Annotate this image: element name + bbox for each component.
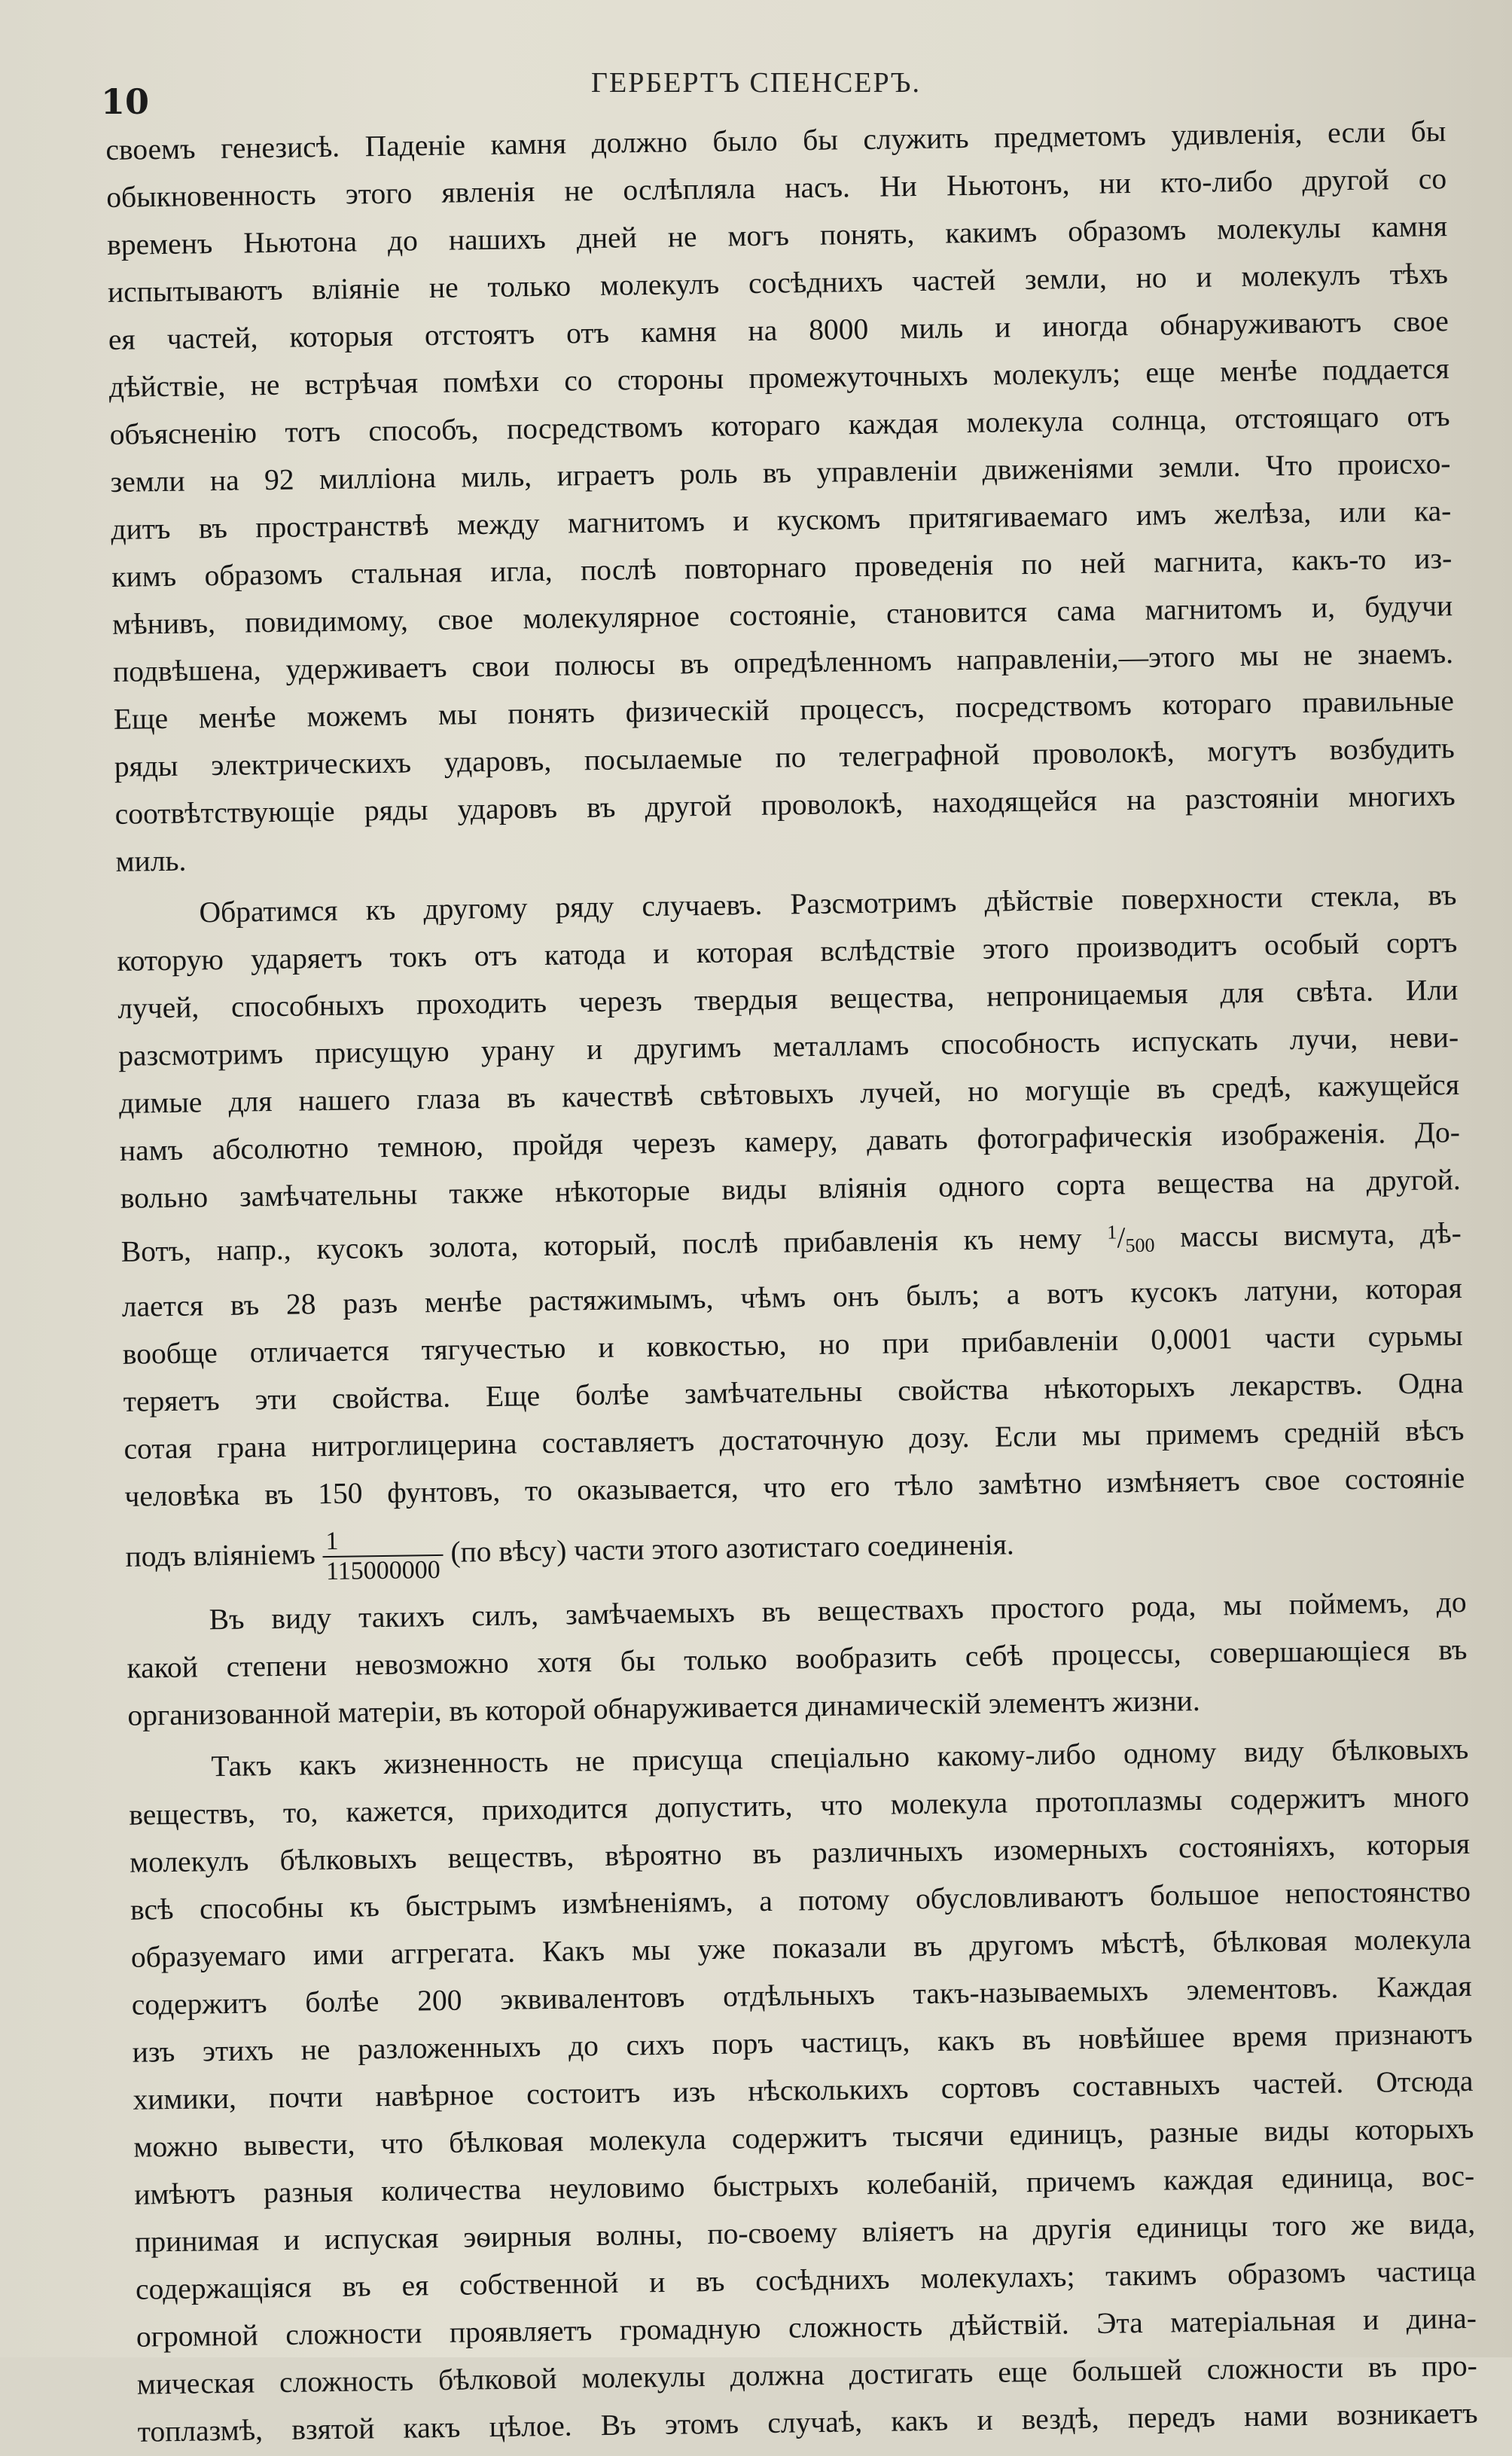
text-segment: Вотъ, напр., кусокъ золота, который, послѣ прибавленія къ нему	[120, 1222, 1082, 1268]
text-line: своемъ генезисѣ. Паденіе камня должно было бы служить предметомъ удивленія, если бы	[105, 114, 1446, 166]
text-line: мическая сложность бѣлковой молекулы должна достигать еще большей сложности въ про-	[136, 2348, 1477, 2401]
text-line: изъ этихъ не разложенныхъ до сихъ поръ частицъ, какъ въ новѣйшее время признаютъ	[132, 2016, 1473, 2069]
text-segment: (по вѣсу) части этого азотистаго соединенія.	[450, 1527, 1014, 1569]
text-line: лается въ 28 разъ менѣе растяжимымъ, чѣмъ онъ былъ; а вотъ кусокъ латуни, которая	[121, 1271, 1463, 1323]
text-line: дитъ въ пространствѣ между магнитомъ и кускомъ притягиваемаго имъ желѣза, или ка-	[111, 494, 1452, 546]
text-segment: подъ вліяніемъ	[125, 1537, 316, 1573]
text-line: испытываютъ вліяніе не только молекулъ сосѣднихъ частей земли, но и молекулъ тѣхъ	[107, 257, 1449, 309]
text-line: Въ виду такихъ силъ, замѣчаемыхъ въ веществахъ простого рода, мы поймемъ, до	[209, 1585, 1467, 1637]
text-line: принимая и испуская эѳирныя волны, по-своему вліяетъ на другія единицы того же вида,	[134, 2206, 1476, 2259]
text-line: топлазмѣ, взятой какъ цѣлое. Въ этомъ случаѣ, какъ и вездѣ, передъ нами возникаетъ	[137, 2396, 1478, 2448]
text-line: всѣ способны къ быстрымъ измѣненіямъ, а потому обусловливаютъ большое непостоянство	[130, 1874, 1471, 1927]
text-line: огромной сложности проявляетъ громадную сложность дѣйствій. Эта матеріальная и дина-	[136, 2301, 1477, 2354]
text-line: объясненію тотъ способъ, посредствомъ котораго каждая молекула солнца, отстоящаго отъ	[109, 399, 1450, 451]
running-head: ГЕРБЕРТЪ СПЕНСЕРЪ.	[591, 67, 921, 99]
text-line: какой степени невозможно хотя бы только вообразить себѣ процессы, совершающіеся въ	[127, 1632, 1468, 1685]
paragraph-4	[128, 1725, 1478, 2456]
text-line: Такъ какъ жизненность не присуща спеціально какому-либо одному виду бѣлковыхъ	[211, 1731, 1469, 1783]
text-line: кимъ образомъ стальная игла, послѣ повторнаго проведенія по ней магнита, какъ-то из-	[111, 542, 1453, 593]
text-line: организованной матеріи, въ которой обнаруживается динамическій элементъ жизни.	[127, 1683, 1200, 1732]
text-line: ея частей, которыя отстоятъ отъ камня на 8000 миль и иногда обнаруживаютъ свое	[108, 304, 1450, 356]
text-line: Обратимся къ другому ряду случаевъ. Разсмотримъ дѣйствіе поверхности стекла, въ	[199, 878, 1457, 929]
text-line: временъ Ньютона до нашихъ дней не могъ понять, какимъ образомъ молекулы камня	[106, 209, 1448, 261]
text-segment: массы висмута, дѣ-	[1179, 1216, 1462, 1254]
text-line: сотая грана нитроглицерина составляетъ достаточную дозу. Если мы примемъ средній вѣсъ	[123, 1413, 1465, 1466]
body-text	[105, 108, 1478, 2456]
text-line: теряетъ эти свойства. Еще болѣе замѣчательны свойства нѣкоторыхъ лекарствъ. Одна	[123, 1365, 1464, 1418]
text-line: земли на 92 милліона миль, играетъ роль въ управленіи движеніями земли. Что происхо-	[110, 447, 1451, 499]
paragraph-1	[105, 108, 1456, 886]
fraction-numerator: 1	[1107, 1221, 1117, 1243]
text-line: образуемаго ими аггрегата. Какъ мы уже показали въ другомъ мѣстѣ, бѣлковая молекула	[130, 1921, 1472, 1974]
text-line: вольно замѣчательны также нѣкоторые виды вліянія одного сорта вещества на другой.	[120, 1163, 1462, 1215]
fraction-denominator: 500	[1125, 1234, 1155, 1257]
page-number: 10	[101, 81, 150, 122]
text-line: мѣнивъ, повидимому, свое молекулярное состояніе, становится сама магнитомъ и, будучи	[111, 589, 1453, 641]
text-line: подвѣшена, удерживаетъ свои полюсы въ опредѣленномъ направленіи,—этого мы не знаемъ.	[112, 636, 1454, 688]
fraction-denominator: 115000000	[325, 1555, 441, 1586]
text-line: химики, почти навѣрное состоитъ изъ нѣсколькихъ сортовъ составныхъ частей. Отсюда	[133, 2064, 1474, 2116]
text-line: можно вывести, что бѣлковая молекула содержитъ тысячи единицъ, разные виды которыхъ	[133, 2111, 1474, 2164]
fraction-numerator: 1	[322, 1526, 443, 1558]
text-line: вообще отличается тягучестью и ковкостью, но при прибавленіи 0,0001 части сурьмы	[122, 1318, 1463, 1371]
text-line: которую ударяетъ токъ отъ катода и которая вслѣдствіе этого производитъ особый сортъ	[117, 926, 1458, 978]
text-line: лучей, способныхъ проходить черезъ твердыя вещества, непроницаемыя для свѣта. Или	[117, 973, 1459, 1025]
paragraph-2	[116, 871, 1466, 1593]
text-line: разсмотримъ присущую урану и другимъ металламъ способность испускать лучи, неви-	[117, 1021, 1459, 1072]
fraction	[322, 1526, 444, 1586]
text-line: имѣютъ разныя количества неуловимо быстрыхъ колебаній, причемъ каждая единица, вос-	[134, 2159, 1475, 2211]
text-line: молекулъ бѣлковыхъ веществъ, вѣроятно въ различныхъ изомерныхъ состояніяхъ, которыя	[129, 1826, 1471, 1879]
text-line: веществъ, то, кажется, приходится допустить, что молекула протоплазмы содержитъ много	[128, 1779, 1470, 1832]
text-line: содержитъ болѣе 200 эквивалентовъ отдѣльныхъ такъ-называемыхъ элементовъ. Каждая	[131, 1969, 1472, 2021]
text-line: ряды электрическихъ ударовъ, посылаемые по телеграфной проволокѣ, могутъ возбудить	[114, 731, 1456, 783]
text-line: содержащіяся въ ея собственной и въ сосѣднихъ молекулахъ; такимъ образомъ частица	[135, 2253, 1477, 2306]
text-line: миль.	[115, 844, 187, 878]
text-line: Еще менѣе можемъ мы понять физическій процессъ, посредствомъ котораго правильные	[113, 684, 1455, 736]
text-line-with-fraction: Вотъ, напр., кусокъ золота, который, послѣ прибавленія къ нему $^1/_{500}$ массы висмута, дѣ-	[120, 1216, 1462, 1268]
text-line: димые для нашего глаза въ качествѣ свѣтовыхъ лучей, но могущіе въ средѣ, кажущейся	[118, 1068, 1460, 1120]
text-line: человѣка въ 150 фунтовъ, то оказывается, что его тѣло замѣтно измѣняетъ свое состояніе	[124, 1460, 1465, 1513]
paragraph-3	[126, 1579, 1468, 1740]
text-line: обыкновенность этого явленія не ослѣпляла насъ. Ни Ньютонъ, ни кто-либо другой со	[106, 162, 1447, 214]
text-line: соотвѣтствующіе ряды ударовъ въ другой проволокѣ, находящейся на разстояніи многихъ	[114, 779, 1456, 831]
text-line: намъ абсолютно темною, пройдя черезъ камеру, давать фотографическія изображенія. До-	[119, 1115, 1461, 1167]
text-line: дѣйствіе, не встрѣчая помѣхи со стороны промежуточныхъ молекулъ; еще менѣе поддается	[108, 352, 1450, 404]
